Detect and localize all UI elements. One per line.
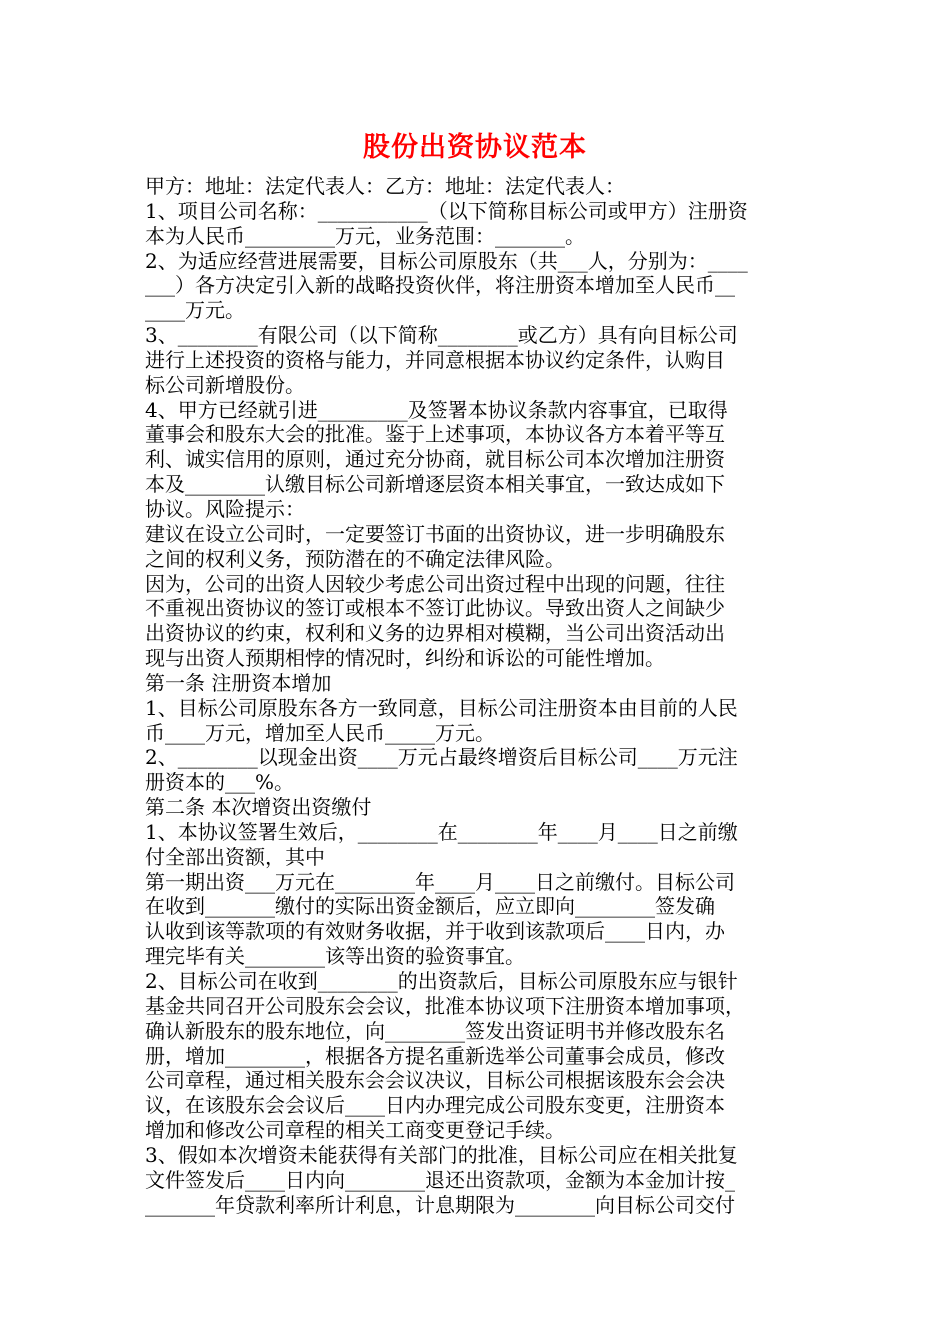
text-line: 付全部出资额，其中 [145,844,325,869]
text-line: 议，在该股东会会议后____日内办理完成公司股东变更，注册资本 [145,1093,725,1118]
text-line: _______年贷款利率所计利息，计息期限为________向目标公司交付 [145,1192,735,1217]
text-line: 标公司新增股份。 [145,372,305,397]
text-line: 公司章程，通过相关股东会会议决议，目标公司根据该股东会会决 [145,1068,725,1093]
document-body [145,174,813,1217]
text-line: 出资协议的约束，权利和义务的边界相对模糊，当公司出资活动出 [145,621,725,646]
text-line: 文件签发后____日内向________退还出资款项，金额为本金加计按_ [145,1167,735,1192]
text-line: 甲方：地址：法定代表人：乙方：地址：法定代表人： [145,174,625,198]
text-line: 本及________认缴目标公司新增逐层资本相关事宜，一致达成如下 [145,472,725,497]
text-line: 基金共同召开公司股东会会议，批准本协议项下注册资本增加事项， [145,993,745,1018]
text-line: 3、假如本次增资未能获得有关部门的批准，目标公司应在相关批复 [145,1142,738,1167]
text-line: 之间的权利义务，预防潜在的不确定法律风险。 [145,546,565,571]
text-line: 现与出资人预期相悖的情况时，纠纷和诉讼的可能性增加。 [145,646,665,671]
text-line: 第一期出资___万元在________年____月____日之前缴付。目标公司 [145,869,735,894]
text-line: ___）各方决定引入新的战略投资伙伴，将注册资本增加至人民币__ [145,273,735,298]
text-line: 1、目标公司原股东各方一致同意，目标公司注册资本由目前的人民 [145,695,738,720]
text-line: 确认新股东的股东地位，向________签发出资证明书并修改股东名 [145,1018,725,1043]
text-line: 第一条 注册资本增加 [145,670,332,695]
text-line: 第二条 本次增资出资缴付 [145,795,372,820]
text-line: 册资本的___%。 [145,770,295,795]
text-line: 理完毕有关________该等出资的验资事宜。 [145,944,525,969]
text-line: 册，增加________，根据各方提名重新选举公司董事会成员，修改 [145,1043,725,1068]
text-line: 建议在设立公司时，一定要签订书面的出资协议，进一步明确股东 [145,521,725,546]
text-line: 本为人民币_________万元，业务范围：_______。 [145,223,585,248]
text-line: 2、目标公司在收到________的出资款后，目标公司原股东应与银针 [145,969,738,993]
document-title: 股份出资协议范本 [363,132,587,163]
text-line: 4、甲方已经就引进_________及签署本协议条款内容事宜，已取得 [145,397,728,422]
text-line: 3、________有限公司（以下简称________或乙方）具有向目标公司 [145,323,738,348]
text-line: 2、________以现金出资____万元占最终增资后目标公司____万元注 [145,745,738,770]
text-line: 2、为适应经营进展需要，目标公司原股东（共___人，分别为：____ [145,248,748,273]
text-line: 1、本协议签署生效后，________在________年____月____日之前缴 [145,819,738,844]
text-line: 增加和修改公司章程的相关工商变更登记手续。 [145,1118,565,1143]
text-line: ____万元。 [145,298,245,323]
text-line: 因为，公司的出资人因较少考虑公司出资过程中出现的问题，往往 [145,571,725,596]
text-line: 进行上述投资的资格与能力，并同意根据本协议约定条件，认购目 [145,347,725,372]
text-line: 在收到_______缴付的实际出资金额后，应立即向________签发确 [145,894,715,919]
text-line: 不重视出资协议的签订或根本不签订此协议。导致出资人之间缺少 [145,596,725,621]
text-line: 币____万元，增加至人民币_____万元。 [145,720,495,745]
text-line: 协议。风险提示： [145,496,305,521]
text-line: 1、项目公司名称：___________（以下简称目标公司或甲方）注册资 [145,198,748,223]
text-line: 认收到该等款项的有效财务收据，并于收到该款项后____日内，办 [145,919,725,944]
text-line: 董事会和股东大会的批准。鉴于上述事项，本协议各方本着平等互 [145,422,725,447]
text-line: 利、诚实信用的原则，通过充分协商，就目标公司本次增加注册资 [145,447,725,472]
